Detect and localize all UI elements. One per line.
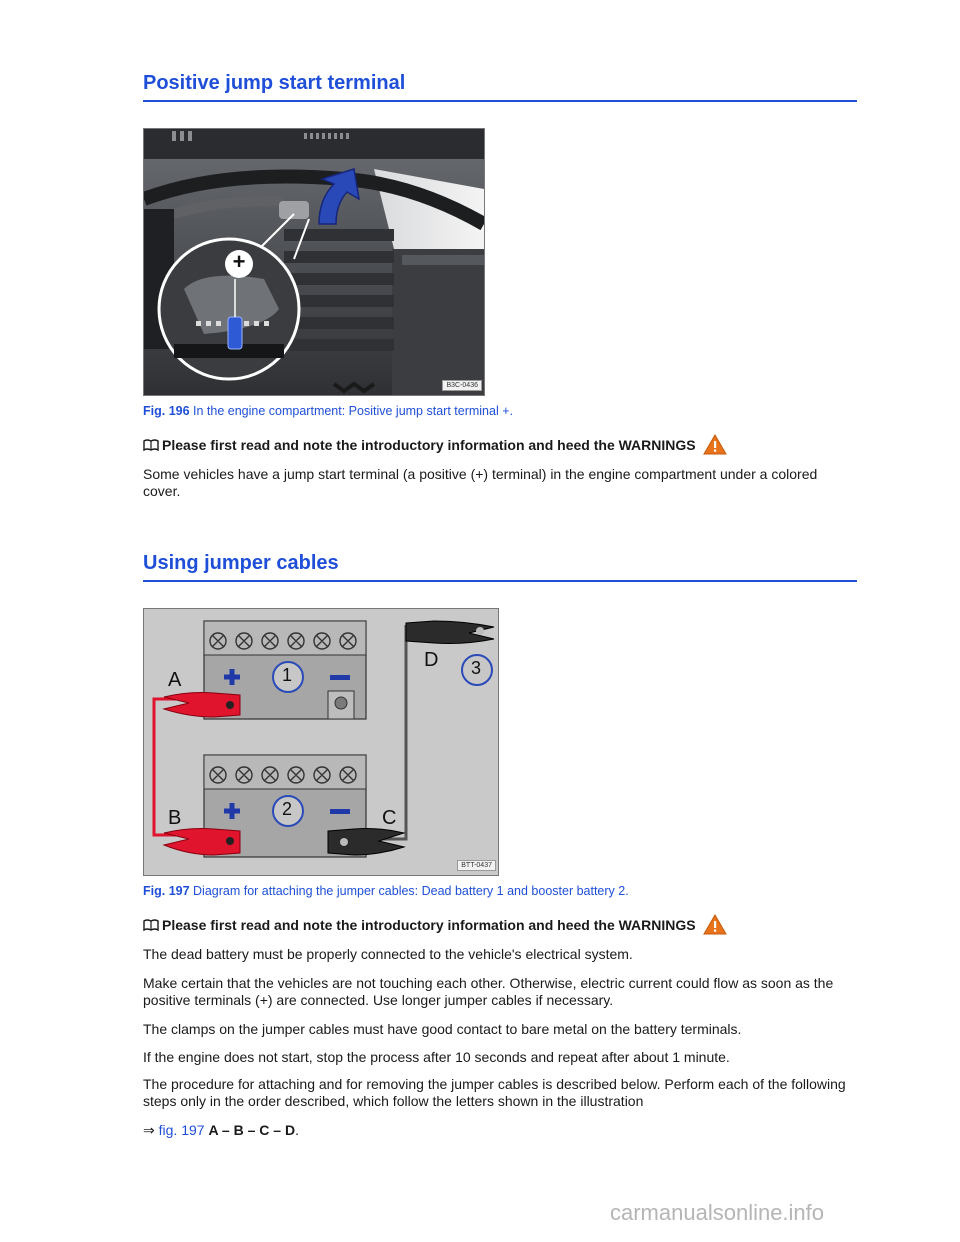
figure-197-caption: [143, 884, 629, 898]
paragraph-5: The procedure for attaching and for removing the jumper cables is described below. Perform each of the following steps only in the order described, which follow the letters shown in the illustration: [143, 1076, 846, 1109]
note-read-warnings-1: [143, 434, 727, 455]
label-A: A: [168, 669, 182, 691]
figure-196-engine-compartment: [143, 128, 485, 396]
paragraph-4: If the engine does not start, stop the process after 10 seconds and repeat after about 1 minute.: [143, 1049, 730, 1065]
paragraph-2: Make certain that the vehicles are not touching each other. Otherwise, electric current could flow as soon as the positive terminals (+) are connected. Use longer jumper cables if necessary.: [143, 975, 834, 1008]
heading-positive-terminal: Positive jump start terminal: [143, 72, 857, 102]
figure-197-label: Fig. 197: [143, 884, 190, 898]
section1-body: Some vehicles have a jump start terminal (a positive (+) terminal) in the engine compartment under a colored cover.: [143, 466, 818, 499]
figure-code-197: BTT-0437: [457, 860, 496, 871]
figure-code-196: B3C-0436: [442, 380, 482, 391]
figure-197-caption-text: Diagram for attaching the jumper cables: Dead battery 1 and booster battery 2.: [193, 884, 629, 898]
fig-197-link[interactable]: fig. 197: [158, 1122, 205, 1138]
note-read-warnings-2: [143, 914, 727, 935]
jumper-cable-diagram: [144, 609, 498, 875]
open-book-icon: [143, 439, 159, 451]
label-D: D: [424, 649, 439, 671]
note-text-1: Please first read and note the introductory information and heed the WARNINGS: [162, 436, 696, 453]
warning-triangle-icon[interactable]: [703, 434, 727, 455]
figure-196-label: Fig. 196: [143, 404, 190, 418]
paragraph-3: The clamps on the jumper cables must have good contact to bare metal on the battery terminals.: [143, 1021, 742, 1037]
reference-sequence: A – B – C – D: [208, 1122, 296, 1138]
paragraph-1: The dead battery must be properly connected to the vehicle's electrical system.: [143, 946, 633, 962]
figure-196-caption-text: In the engine compartment: Positive jump start terminal +.: [193, 404, 513, 418]
engine-compartment-illustration: [144, 129, 484, 395]
open-book-icon: [143, 919, 159, 931]
footer-watermark: carmanualsonline.info: [610, 1200, 825, 1225]
plus-terminal-label: +: [232, 249, 246, 274]
label-B: B: [168, 807, 182, 829]
label-2: 2: [282, 799, 293, 819]
figure-197-jumper-diagram: [143, 608, 499, 876]
note-text-2: Please first read and note the introductory information and heed the WARNINGS: [162, 916, 696, 933]
figure-reference-line: [143, 1122, 857, 1139]
label-1: 1: [282, 665, 293, 685]
section-jumper-cables: [143, 552, 857, 582]
section-positive-terminal: [143, 72, 857, 102]
label-C: C: [382, 807, 397, 829]
reference-arrow-icon: ⇒: [143, 1122, 155, 1138]
warning-triangle-icon[interactable]: [703, 914, 727, 935]
reference-end: .: [295, 1122, 299, 1138]
label-3: 3: [471, 658, 482, 678]
figure-196-caption: [143, 404, 513, 418]
heading-jumper-cables: Using jumper cables: [143, 552, 857, 582]
